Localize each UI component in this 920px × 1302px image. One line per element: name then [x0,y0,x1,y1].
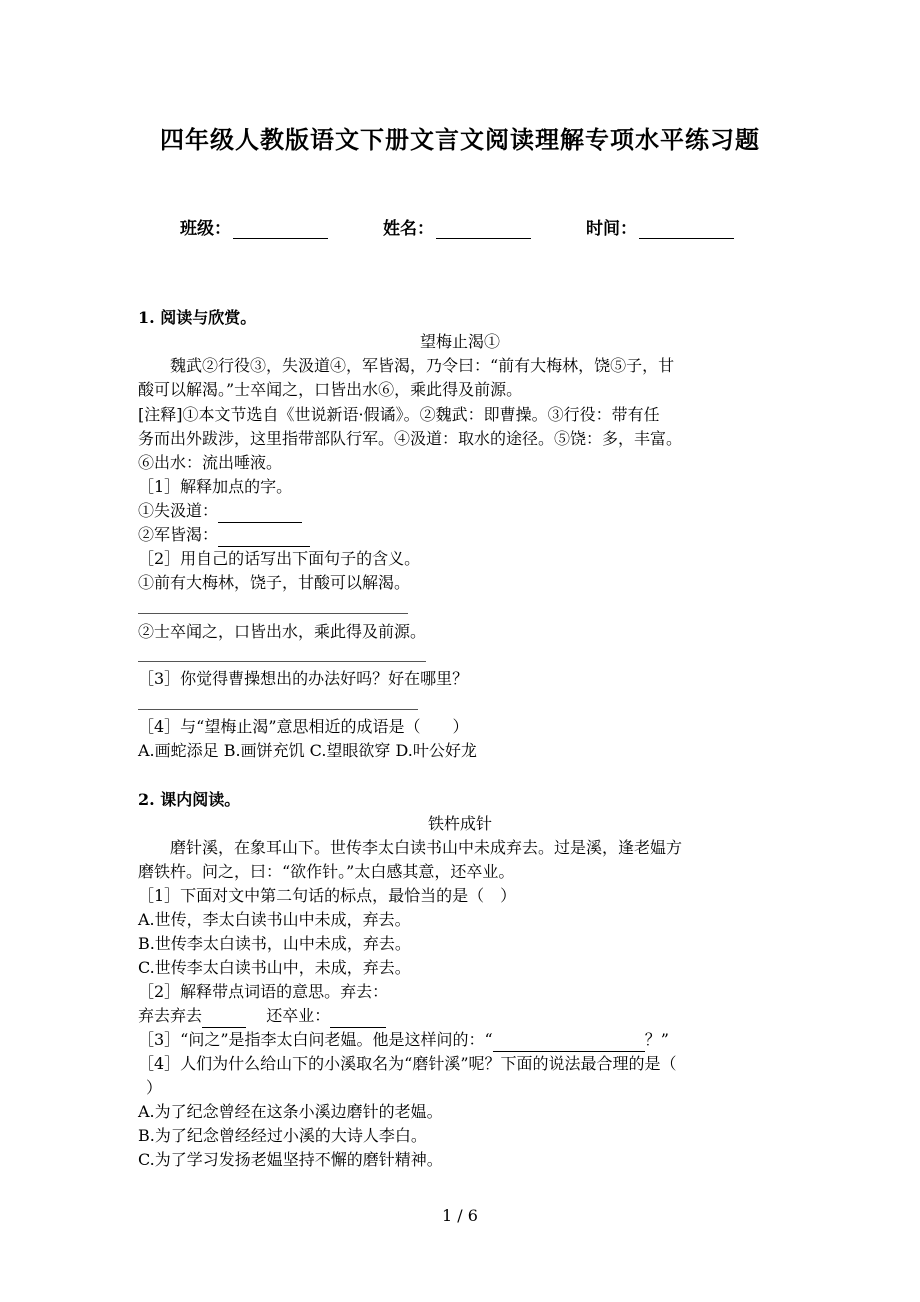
q1-sub2-prompt: ［2］用自己的话写出下面句子的含义。 [138,549,421,568]
q1-passage-line: 酸可以解渴。”士卒闻之，口皆出水⑥，乘此得及前源。 [138,380,523,399]
q2-sub2-a-blank[interactable] [202,1009,246,1028]
q2-sub1-option-b: B.世传李太白读书，山中未成，弃去。 [138,934,411,953]
q1-sub4-prompt: ［4］与“望梅止渴”意思相近的成语是（ ） [138,717,469,736]
name-field [383,214,531,239]
q1-sub1-prompt: ［1］解释加点的字。 [138,477,293,496]
q1-sub3-answer-line[interactable] [138,709,418,710]
q1-note-line: [注释]①本文节选自《世说新语·假谲》。②魏武：即曹操。③行役：带有任 [138,405,660,424]
q2-sub2-prompt: ［2］解释带点词语的意思。弃去： [138,982,389,1001]
time-label: 时间： [586,219,637,239]
q1-sub4-options: A.画蛇添足 B.画饼充饥 C.望眼欲穿 D.叶公好龙 [138,741,477,760]
class-field [180,214,328,239]
q2-sub2-b-blank[interactable] [330,1009,386,1028]
q2-passage-title: 铁杵成针 [427,814,492,833]
q2-sub4-option-c: C.为了学习发扬老媪坚持不懈的磨针精神。 [138,1150,443,1169]
page-number: 1 / 6 [442,1206,478,1225]
q1-note-line: 务而出外跋涉，这里指带部队行军。④汲道：取水的途径。⑤饶：多，丰富。 [138,429,683,448]
q1-heading: 1. 阅读与欣赏。 [138,308,257,327]
q2-sub1-option-a: A.世传，李太白读书山中未成，弃去。 [138,910,411,929]
q1-sub1-item [138,523,310,547]
q1-sub2-a: ①前有大梅林，饶子，甘酸可以解渴。 [138,573,411,592]
q1-sub1-a-blank[interactable] [218,504,302,523]
name-blank[interactable] [436,220,531,239]
q2-sub4-option-b: B.为了纪念曾经经过小溪的大诗人李白。 [138,1126,427,1145]
class-label: 班级： [180,219,231,239]
q2-sub2-blanks [138,1004,386,1028]
q2-sub3 [138,1028,669,1052]
q2-sub4-prompt: ［4］人们为什么给山下的小溪取名为“磨针溪”呢？下面的说法最合理的是（ [138,1054,677,1073]
q2-passage-line: 磨针溪，在象耳山下。世传李太白读书山中未成弃去。过是溪，逢老媪方 [170,838,683,857]
q2-sub3-end: ？” [644,1030,669,1049]
student-info [180,214,789,239]
time-blank[interactable] [639,220,734,239]
q1-sub2-b: ②士卒闻之，口皆出水，乘此得及前源。 [138,622,427,641]
q2-sub3-blank[interactable] [493,1033,645,1052]
q1-passage-line: 魏武②行役③，失汲道④，军皆渴，乃令曰：“前有大梅林，饶⑤子，甘 [170,356,675,375]
q1-note-line: ⑥出水：流出唾液。 [138,453,283,472]
q2-sub4-option-a: A.为了纪念曾经在这条小溪边磨针的老媪。 [138,1102,443,1121]
q1-passage-title: 望梅止渴① [419,332,500,351]
class-blank[interactable] [233,220,328,239]
q2-passage-line: 磨铁杵。问之，曰：“欲作针。”太白感其意，还卒业。 [138,862,515,881]
q1-sub1-b-label: ②军皆渴： [138,525,219,544]
q2-sub1-prompt: ［1］下面对文中第二句话的标点，最恰当的是（ ） [138,886,517,905]
q2-sub4-prompt-end: ） [146,1078,163,1097]
q1-sub1-b-blank[interactable] [218,528,310,547]
q1-sub1-item [138,499,302,523]
time-field [586,214,734,239]
q1-sub2-b-answer-line[interactable] [138,661,426,662]
q1-sub2-a-answer-line[interactable] [138,613,408,614]
q2-heading: 2. 课内阅读。 [138,790,241,809]
q1-sub1-a-label: ①失汲道： [138,501,219,520]
q2-sub1-option-c: C.世传李太白读书山中，未成，弃去。 [138,958,411,977]
q2-sub3-prompt: ［3］“问之”是指李太白问老媪。他是这样问的：“ [138,1030,493,1049]
page-title: 四年级人教版语文下册文言文阅读理解专项水平练习题 [160,125,760,154]
q2-sub2-b-label: 还卒业： [266,1006,331,1025]
q1-sub3-prompt: ［3］你觉得曹操想出的办法好吗？好在哪里？ [138,669,469,688]
q2-sub2-a-label: 弃去弃去 [138,1006,203,1025]
name-label: 姓名： [383,219,434,239]
